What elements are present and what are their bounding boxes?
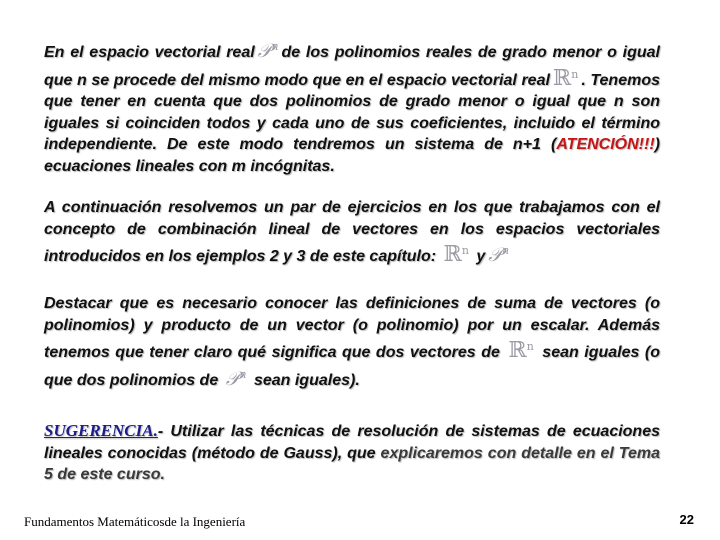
p1-text-1: En el espacio vectorial real (44, 44, 255, 61)
polynomial-space-symbol: 𝒫$^n$ (225, 367, 247, 390)
intro-paragraph (44, 36, 660, 177)
real-space-symbol: ℝ$^n$ (508, 338, 534, 363)
definitions-paragraph (44, 293, 660, 391)
p2-text-1: A continuación resolvemos un par de ejercicios en los que trabajamos con el concepto de combinación lineal de vectores en los espacios vectoriales introducidos en los ejemplos 2 y 3 de este capítulo: (44, 199, 660, 265)
p3-text-3: sean iguales). (253, 371, 360, 389)
p1-text-3: . Tenemos que tener en cuenta que dos polinomios de grado menor o igual que n son iguales si coinciden todos y cada uno de sus coeficientes, incluido el término independiente. De este modo tendremos un sistema de n+1 ( (44, 71, 660, 153)
suggestion-label: SUGERENCIA. (44, 421, 158, 440)
suggestion-text-1: - Utilizar las técnicas de resolución de sistemas de ecuaciones lineales conocidas (método de Gauss), que (44, 423, 660, 462)
real-space-symbol: ℝ$^n$ (552, 65, 579, 91)
footer-course-title: Fundamentos Matemáticosde la Ingeniería (24, 514, 246, 529)
suggestion-paragraph (44, 420, 660, 486)
polynomial-space-symbol: 𝒫$^n$ (257, 40, 279, 62)
page-number: 22 (679, 512, 694, 527)
p1-text-2: de los polinomios reales de grado menor o igual que n se procede del mismo modo que en el espacio vectorial real (44, 44, 660, 89)
suggestion-text-2: explicaremos con detalle en el Tema 5 de este curso. (44, 444, 661, 483)
p1-text-4: ) ecuaciones lineales con m incógnitas. (44, 136, 660, 175)
attention-warning: ATENCIÓN!!! (556, 136, 655, 153)
exercises-paragraph (44, 197, 660, 268)
p3-text-2: sean iguales (o que dos polinomios de (44, 344, 661, 389)
p3-text-1: Destacar que es necesario conocer las definiciones de suma de vectores (o polinomios) y producto de un vector (o polinomio) por un escalar. Además tenemos que tener claro qué significa que dos vectores de (44, 295, 660, 361)
real-space-symbol: ℝ$^n$ (443, 242, 469, 267)
polynomial-space-symbol: 𝒫$^n$ (488, 244, 510, 266)
p2-text-y: y (476, 248, 486, 265)
